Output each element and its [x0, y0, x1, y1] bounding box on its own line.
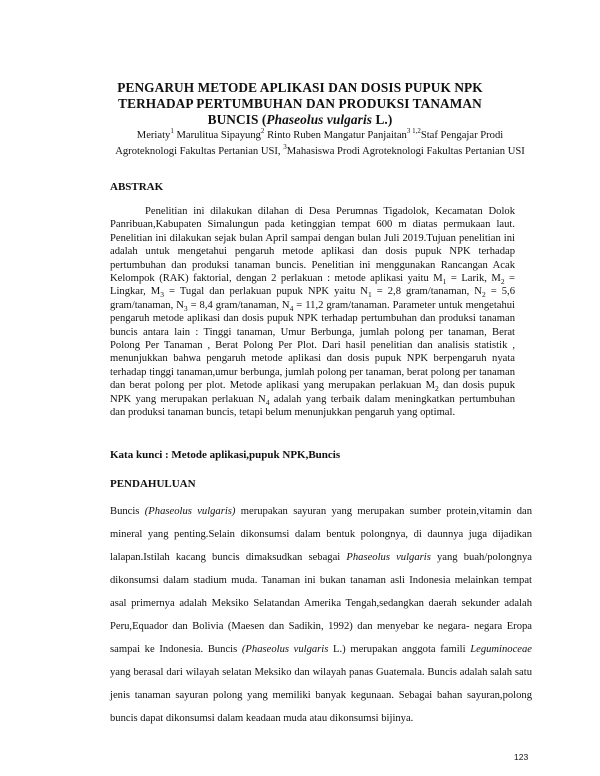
intro-text-2: merupakan sayuran yang merupakan sumber protein,vitamin dan mineral yang penting.Selain dikonsumsi dalam bentuk polongnya, di daunnya juga dijadikan lalapan.Istilah kacang buncis dimaksudkan sebagai	[110, 506, 532, 563]
affiliation-2: Mahasiswa Prodi Agroteknologi Fakultas Pertanian USI	[286, 146, 525, 157]
intro-heading: PENDAHULUAN	[110, 478, 196, 490]
title-line-3-suffix: L.)	[372, 112, 393, 127]
author-2-sup: 2	[260, 127, 265, 135]
author-1: Meriaty	[136, 130, 171, 141]
sub-m2-b: 2	[435, 384, 439, 394]
abstract-text-1: Penelitian ini dilakukan dilahan di Desa Perumnas Tigadolok, Kecamatan Dolok Panribuan,Kabupaten Simalungun pada ketinggian tempat 600 m diatas permukaan laut. Penelitian ini dilakukan sejak bulan April sampai dengan bulan Juli 2019.Tujuan penelitian ini adalah untuk mengetahui pengaruh metode aplikasi dan dosis pupuk NPK terhadap pertumbuhan dan produksi tanaman buncis. Penelitian ini menggunakan Rancangan Acak Kelompok (RAK) faktorial, dengan 2 perlakuan : metode aplikasi yaitu M	[110, 206, 515, 285]
sub-m2: 2	[500, 277, 505, 287]
paper-title	[60, 80, 540, 128]
affiliation-1: Staf Pengajar Prodi Agroteknologi Fakultas Pertanian USI,	[115, 130, 504, 157]
title-line-1: PENGARUH METODE APLIKASI DAN DOSIS PUPUK NPK	[117, 80, 483, 95]
intro-italic-2: Phaseolus vulgaris	[346, 552, 431, 563]
sub-n4: 4	[289, 303, 294, 313]
title-species: Phaseolus vulgaris	[266, 112, 373, 127]
sub-m1: 1	[442, 277, 447, 287]
abstract-body	[110, 205, 515, 420]
title-line-3	[60, 112, 540, 128]
sub-n2: 2	[481, 290, 486, 300]
affiliation-2-sup: 3	[283, 143, 287, 151]
page-number: 123	[514, 752, 529, 762]
intro-italic-4: Leguminoceae	[470, 644, 532, 655]
abstract-paragraph	[110, 205, 515, 420]
author-2: Marulitua Sipayung	[173, 130, 261, 141]
sub-n3: 3	[183, 303, 188, 313]
intro-paragraph	[110, 500, 532, 730]
abstract-text-n2: = 5,6 gram/tanaman, N	[110, 286, 516, 311]
author-3: Rinto Ruben Mangatur Panjaitan	[264, 130, 407, 141]
author-3-sup: 3 1,2	[406, 127, 421, 135]
author-block	[110, 128, 530, 160]
abstract-text-3: dan dosis pupuk NPK yang merupakan perlakuan N	[110, 380, 515, 405]
title-line-2: TERHADAP PERTUMBUHAN DAN PRODUKSI TANAMAN	[118, 96, 482, 111]
title-line-3-prefix: BUNCIS (	[207, 112, 267, 127]
sub-n4-b: 4	[265, 397, 270, 407]
sub-n1: 1	[367, 290, 372, 300]
abstract-text-4: adalah yang terbaik dalam meningkatkan pertumbuhan dan produksi tanaman buncis, tetapi belum menunjukkan pengaruh yang optimal.	[110, 393, 515, 419]
intro-text-3: yang buah/polongnya dikonsumsi dalam stadium muda. Tanaman ini bukan tanaman asli Indonesia melainkan tempat asal primernya adalah Meksiko Selatandan Amerika Tengah,sedangkan daerah sekunder adalah Peru,Equador dan Bolivia (Maesen dan Sadikin, 1992) dan menyebar ke negara- negara Eropa sampai ke Indonesia. Buncis	[110, 552, 532, 655]
intro-text-4: L.) merupakan anggota famili	[328, 644, 471, 655]
intro-italic-3: (Phaseolus vulgaris	[241, 644, 329, 655]
abstract-text-2: = 11,2 gram/tanaman. Parameter untuk mengetahui pengaruh metode aplikasi dan dosis pupuk NPK terhadap pertumbuhan dan produksi tanaman buncis antara lain : Tinggi tanaman, Umur Berbunga, jumlah polong per tanaman, Berat Polong Per Tanaman , Berat Polong Per Plot. Dari hasil penelitian dan analisis statistik , menunjukkan bahwa pengaruh metode aplikasi dan dosis pupuk NPK berpengaruh nyata terhadap tinggi tanaman,umur berbunga, jumlah polong per tanaman, berat polong per tanaman dan berat polong per plot. Metode aplikasi yang merupakan perlakuan M	[110, 299, 515, 392]
sub-m3: 3	[160, 290, 164, 300]
abstract-text-m2: = Lingkar, M	[110, 273, 516, 298]
intro-body	[110, 500, 532, 730]
intro-text-5: yang berasal dari wilayah selatan Meksiko dan wilayah panas Guatemala. Buncis adalah salah satu jenis tanaman sayuran polong yang memiliki banyak kegunaan. Sebagai bahan sayuran,polong buncis dapat dikonsumsi dalam keadaan muda atau dikonsumsi bijinya.	[110, 667, 532, 724]
intro-italic-1: (Phaseolus vulgaris)	[144, 506, 236, 517]
intro-text-1: Buncis	[110, 506, 145, 517]
abstract-text-n1: = 2,8 gram/tanaman, N	[371, 286, 482, 298]
abstract-text-m3: = Tugal dan perlakuan pupuk NPK yaitu N	[163, 286, 368, 298]
abstract-heading: ABSTRAK	[110, 181, 164, 193]
keywords: Kata kunci : Metode aplikasi,pupuk NPK,Buncis	[110, 449, 341, 461]
abstract-text-n3: = 8,4 gram/tanaman, N	[187, 299, 290, 311]
author-1-sup: 1	[170, 127, 174, 135]
abstract-text-m1: = Larik, M	[446, 273, 501, 285]
